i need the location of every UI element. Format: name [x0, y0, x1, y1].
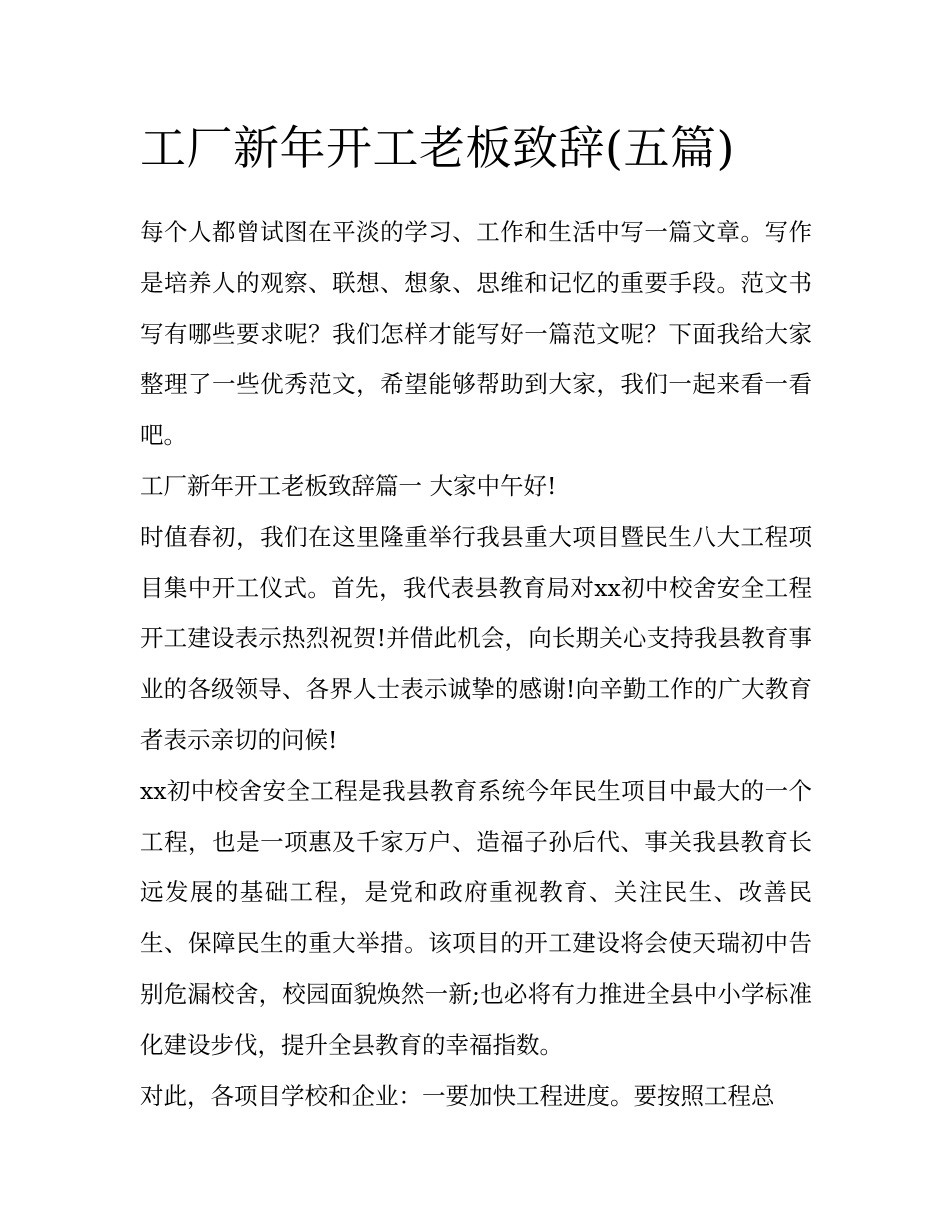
body-paragraph: 时值春初，我们在这里隆重举行我县重大项目暨民生八大工程项目集中开工仪式。首先，我代表县教育局对xx初中校舍安全工程开工建设表示热烈祝贺!并借此机会，向长期关心支持我县教育事业的各级领导、各界人士表示诚挚的感谢!向辛勤工作的广大教育者表示亲切的问候!: [140, 522, 812, 754]
document-page: [140, 118, 812, 1121]
document-title: 工厂新年开工老板致辞(五篇): [140, 121, 735, 175]
section-heading-paragraph: 工厂新年开工老板致辞篇一 大家中午好!: [140, 471, 557, 500]
intro-paragraph: 每个人都曾试图在平淡的学习、工作和生活中写一篇文章。写作是培养人的观察、联想、想象、思维和记忆的重要手段。范文书写有哪些要求呢？我们怎样才能写好一篇范文呢？下面我给大家整理了一些优秀范文，希望能够帮助到大家，我们一起来看一看吧。: [140, 218, 812, 450]
body-paragraph: xx初中校舍安全工程是我县教育系统今年民生项目中最大的一个工程，也是一项惠及千家万户、造福子孙后代、事关我县教育长远发展的基础工程，是党和政府重视教育、关注民生、改善民生、保障民生的重大举措。该项目的开工建设将会使天瑞初中告别危漏校舍，校园面貌焕然一新;也必将有力推进全县中小学标准化建设步伐，提升全县教育的幸福指数。: [140, 776, 812, 1059]
document-body: [140, 207, 812, 1121]
body-paragraph: 对此，各项目学校和企业：一要加快工程进度。要按照工程总: [140, 1081, 775, 1110]
